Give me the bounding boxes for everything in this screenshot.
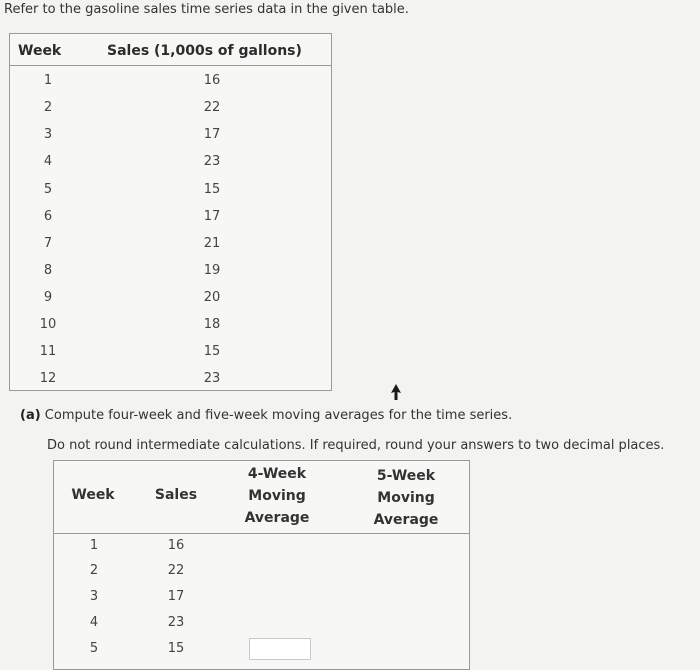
four-week-ma-header	[242, 463, 312, 529]
sales-column-header: Sales	[154, 487, 198, 503]
part-a-label: (a)	[20, 408, 41, 423]
table-row	[10, 340, 331, 366]
sales-cell: 17	[203, 209, 221, 224]
week-cell: 12	[39, 371, 57, 386]
week-cell: 1	[43, 73, 53, 88]
part-a-question-text: Compute four-week and five-week moving averages for the time series.	[44, 408, 513, 423]
table-row	[54, 612, 469, 637]
week-cell: 6	[43, 209, 53, 224]
table-row	[10, 123, 331, 149]
header-line: Moving	[248, 488, 306, 504]
five-week-ma-header	[368, 465, 444, 531]
sales-cell: 15	[167, 641, 185, 656]
table-row	[10, 96, 331, 122]
four-week-ma-input-week5[interactable]	[249, 638, 311, 660]
week-cell: 3	[89, 589, 99, 604]
intro-text: Refer to the gasoline sales time series data in the given table.	[4, 2, 409, 17]
table-row	[10, 286, 331, 312]
sales-cell: 23	[167, 615, 185, 630]
part-a-question	[20, 408, 512, 423]
sales-cell: 18	[203, 317, 221, 332]
sales-cell: 23	[203, 154, 221, 169]
header-line: 4-Week	[247, 466, 307, 482]
sales-column-header: Sales (1,000s of gallons)	[107, 43, 302, 59]
week-cell: 4	[89, 615, 99, 630]
sales-cell: 16	[203, 73, 221, 88]
week-cell: 1	[89, 538, 99, 553]
week-cell: 2	[89, 563, 99, 578]
header-divider	[54, 533, 469, 534]
table-row	[10, 367, 331, 393]
header-line: Moving	[377, 490, 435, 506]
sales-cell: 17	[167, 589, 185, 604]
week-cell: 2	[43, 100, 53, 115]
table-row	[10, 205, 331, 231]
sales-cell: 22	[167, 563, 185, 578]
sales-cell: 23	[203, 371, 221, 386]
sales-cell: 19	[203, 263, 221, 278]
sales-cell: 22	[203, 100, 221, 115]
table-row	[54, 586, 469, 611]
sales-cell: 20	[203, 290, 221, 305]
week-cell: 8	[43, 263, 53, 278]
week-cell: 11	[39, 344, 57, 359]
header-line: Average	[244, 510, 310, 526]
table-row	[54, 535, 469, 560]
table-row	[10, 259, 331, 285]
sales-cell: 15	[203, 182, 221, 197]
header-line: 5-Week	[376, 468, 436, 484]
table-row	[10, 313, 331, 339]
week-cell: 5	[89, 641, 99, 656]
week-cell: 3	[43, 127, 53, 142]
sales-cell: 16	[167, 538, 185, 553]
week-cell: 9	[43, 290, 53, 305]
week-cell: 5	[43, 182, 53, 197]
table-row	[10, 232, 331, 258]
week-cell: 4	[43, 154, 53, 169]
rounding-note: Do not round intermediate calculations. If required, round your answers to two decimal places.	[47, 438, 665, 453]
table-row	[10, 178, 331, 204]
sales-cell: 15	[203, 344, 221, 359]
table-header	[10, 34, 331, 66]
table-row	[10, 150, 331, 176]
week-cell: 7	[43, 236, 53, 251]
sales-data-table	[9, 33, 332, 391]
sales-cell: 21	[203, 236, 221, 251]
table-row	[54, 560, 469, 585]
mouse-pointer-icon	[391, 384, 401, 400]
week-column-header: Week	[71, 487, 115, 503]
sales-cell: 17	[203, 127, 221, 142]
week-cell: 10	[39, 317, 57, 332]
week-column-header: Week	[18, 43, 62, 59]
header-line: Average	[373, 512, 439, 528]
table-row	[10, 69, 331, 95]
